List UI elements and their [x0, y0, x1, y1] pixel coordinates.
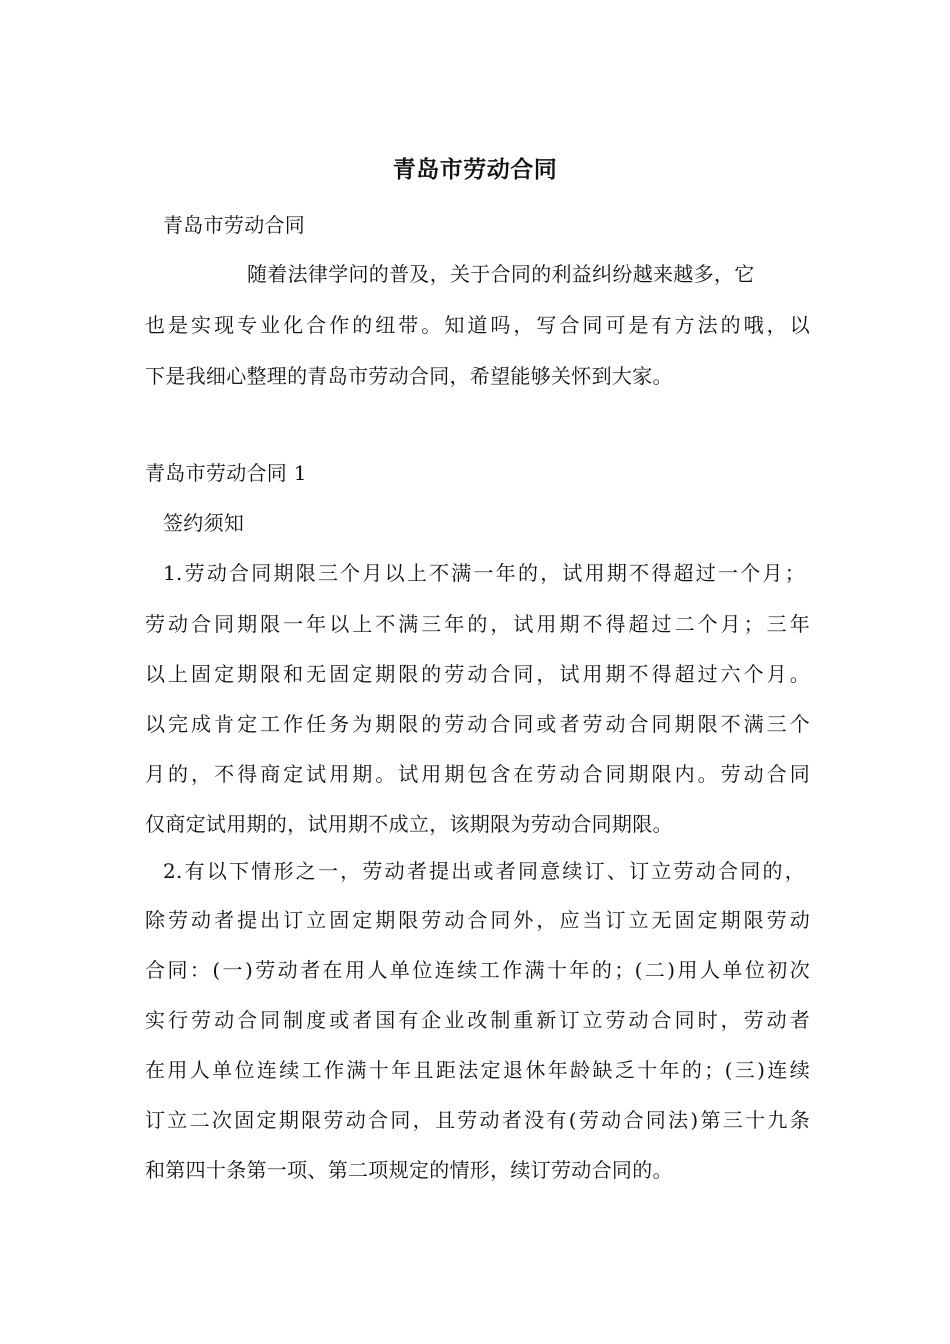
clause-2-line-1: 2.有以下情形之一，劳动者提出或者同意续订、订立劳动合同的， — [163, 859, 805, 883]
clause-1-line-4: 以完成肯定工作任务为期限的劳动合同或者劳动合同期限不满三个 — [145, 712, 810, 736]
clause-1-line-6: 仅商定试用期的，试用期不成立，该期限为劳动合同期限。 — [145, 812, 673, 836]
intro-line-1: 随着法律学问的普及，关于合同的利益纠纷越来越多，它 — [247, 262, 755, 286]
intro-line-3: 下是我细心整理的青岛市劳动合同，希望能够关怀到大家。 — [145, 364, 673, 388]
clause-2-line-6: 订立二次固定期限劳动合同，且劳动者没有(劳动合同法)第三十九条 — [145, 1108, 810, 1132]
clause-1-line-5: 月的，不得商定试用期。试用期包含在劳动合同期限内。劳动合同 — [145, 762, 810, 786]
signing-notice-heading: 签约须知 — [163, 511, 245, 535]
clause-1-line-2: 劳动合同期限一年以上不满三年的，试用期不得超过二个月；三年 — [145, 612, 810, 636]
clause-1-line-1: 1.劳动合同期限三个月以上不满一年的，试用期不得超过一个月； — [163, 561, 805, 585]
document-title: 青岛市劳动合同 — [392, 157, 558, 183]
section-heading: 青岛市劳动合同 1 — [145, 461, 307, 485]
clause-2-line-7: 和第四十条第一项、第二项规定的情形，续订劳动合同的。 — [145, 1158, 673, 1182]
clause-2-line-4: 实行劳动合同制度或者国有企业改制重新订立劳动合同时，劳动者 — [145, 1008, 810, 1032]
clause-2-line-2: 除劳动者提出订立固定期限劳动合同外，应当订立无固定期限劳动 — [145, 908, 810, 932]
clause-2-line-3: 合同：(一)劳动者在用人单位连续工作满十年的；(二)用人单位初次 — [145, 958, 810, 982]
doc-subtitle: 青岛市劳动合同 — [163, 213, 306, 237]
clause-2-line-5: 在用人单位连续工作满十年且距法定退休年龄缺乏十年的；(三)连续 — [145, 1058, 810, 1082]
intro-line-2: 也是实现专业化合作的纽带。知道吗，写合同可是有方法的哦，以 — [145, 313, 810, 337]
clause-1-line-3: 以上固定期限和无固定期限的劳动合同，试用期不得超过六个月。 — [145, 662, 810, 686]
